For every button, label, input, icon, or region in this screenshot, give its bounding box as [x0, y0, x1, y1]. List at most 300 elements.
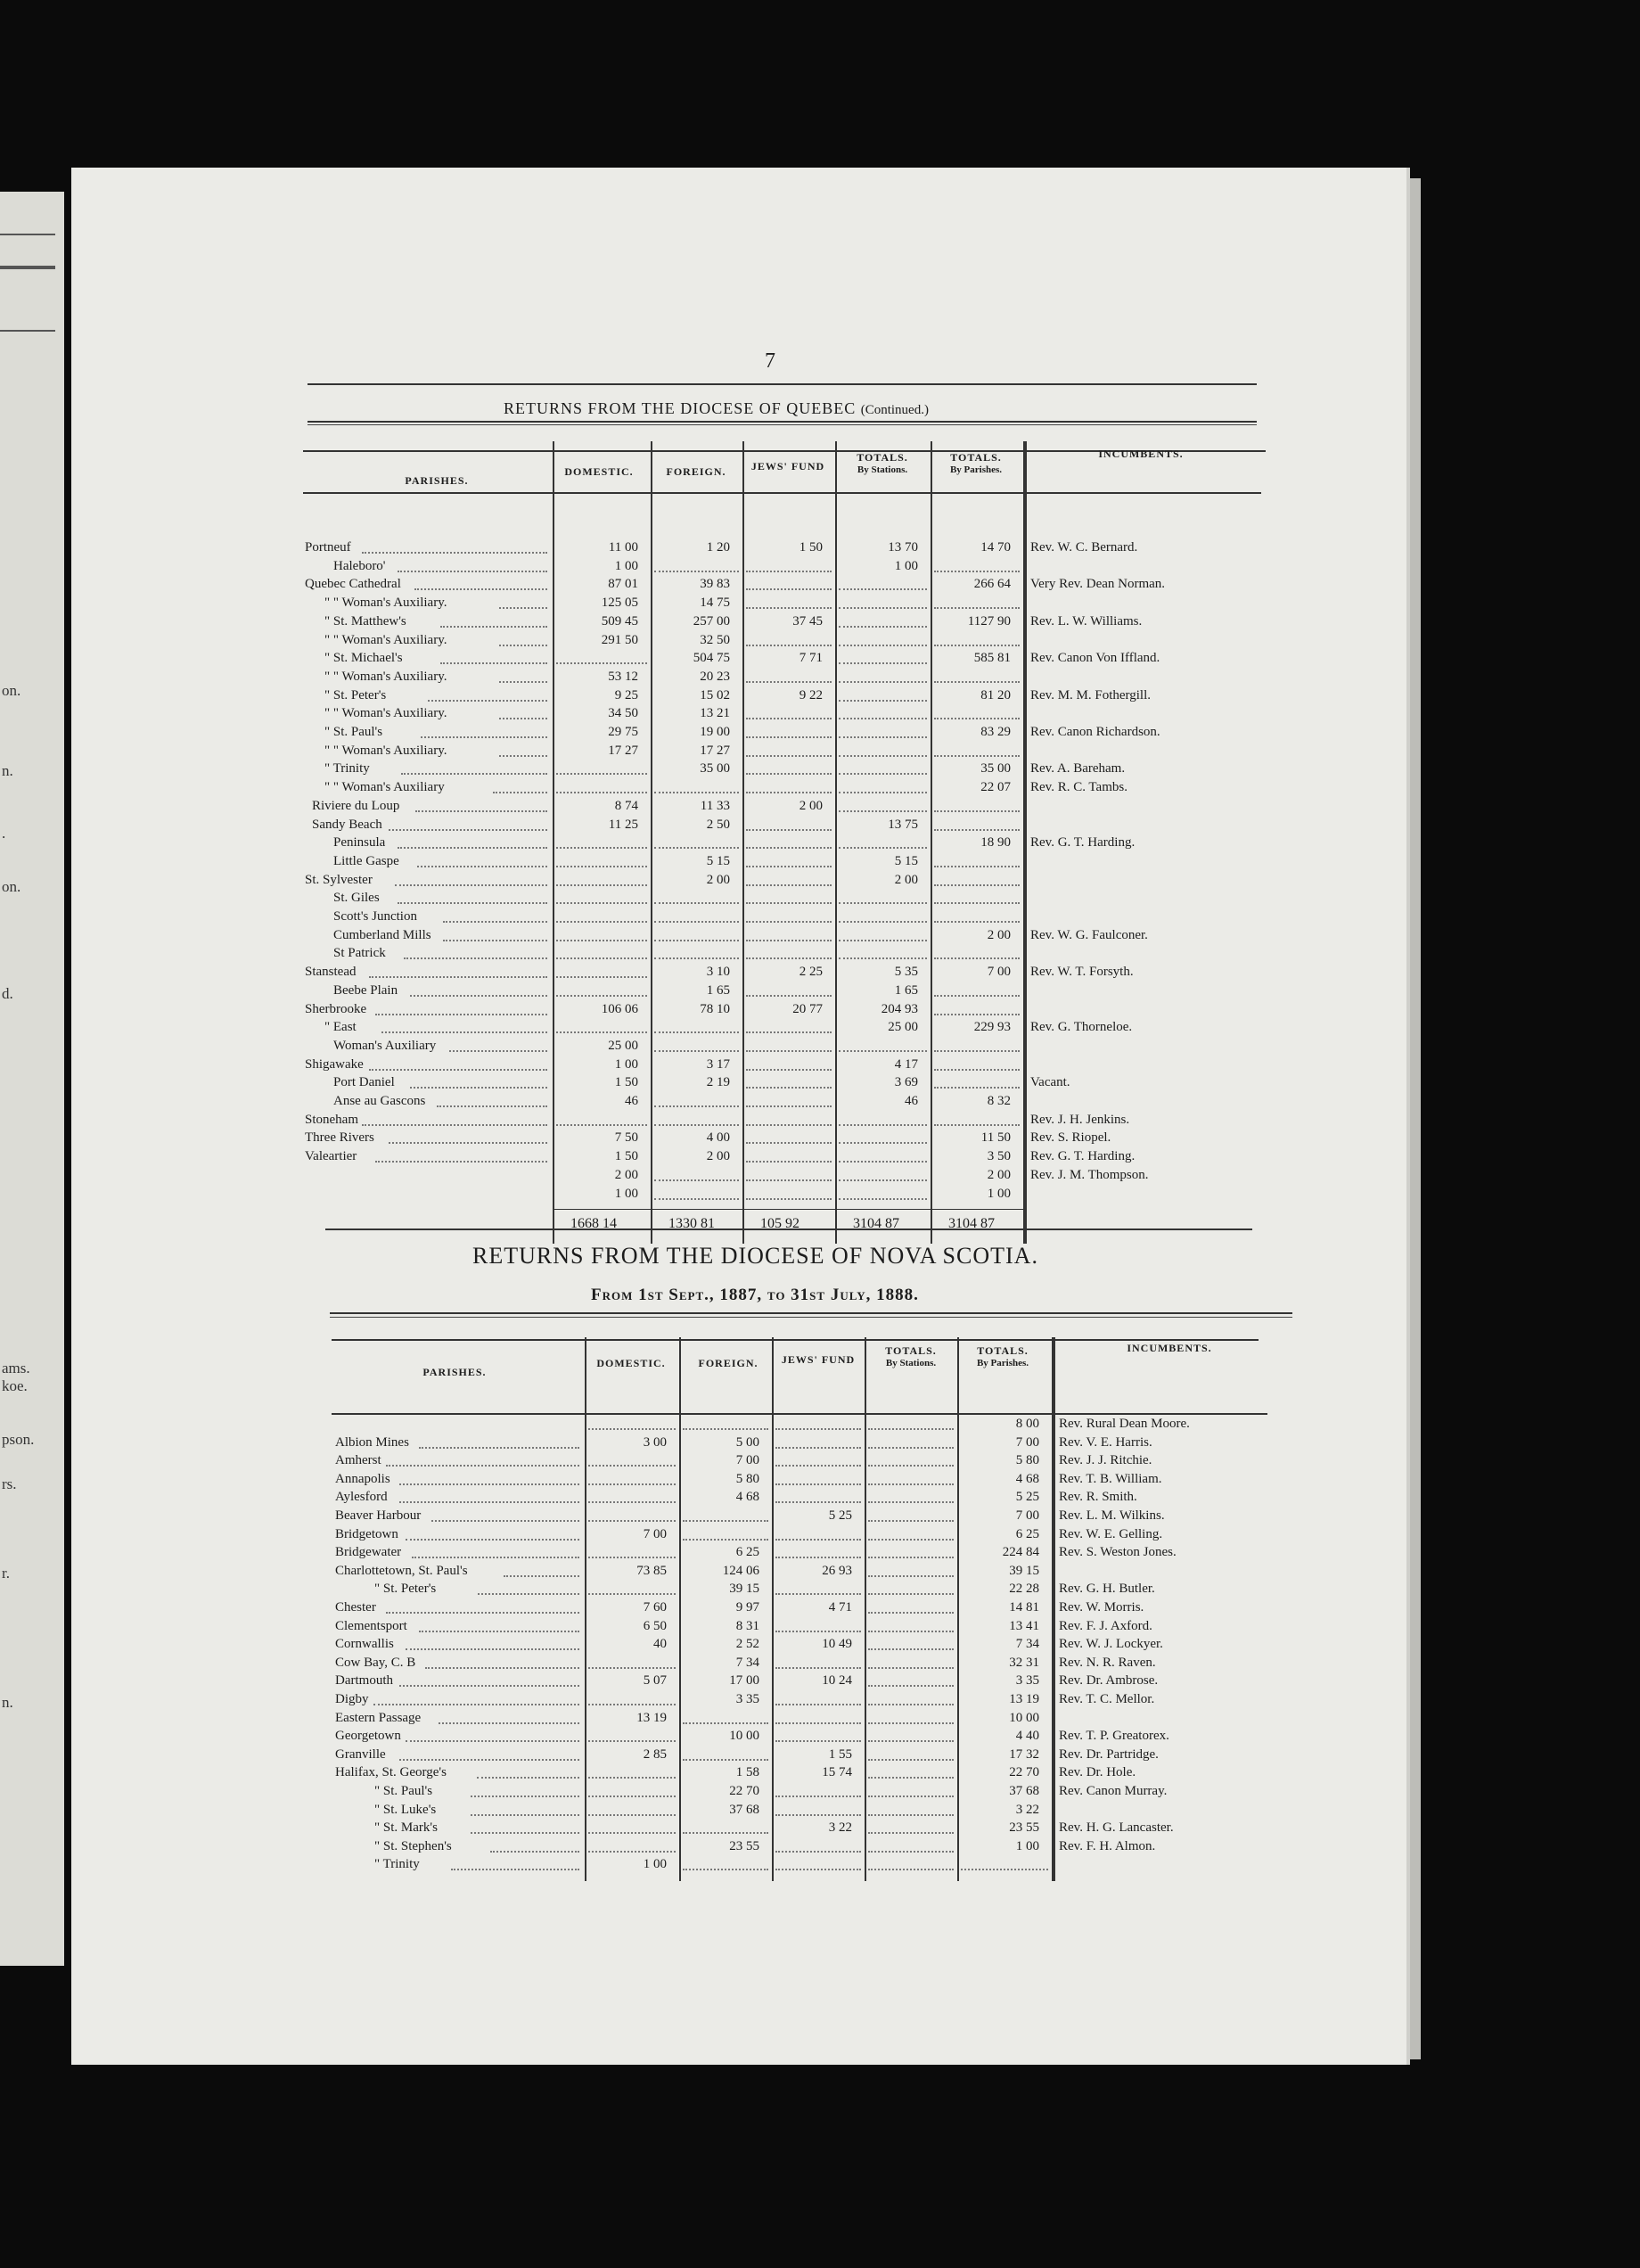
leader-dots — [868, 1722, 954, 1724]
leader-dots — [868, 1520, 954, 1522]
leader-dots — [934, 810, 1020, 812]
amount-t: 32 31 — [1009, 1655, 1039, 1670]
parish-name: Anse au Gascons — [333, 1094, 426, 1108]
amount-t: 83 29 — [980, 725, 1011, 739]
amount-f: 6 25 — [735, 1545, 759, 1560]
leader-dots — [868, 1740, 954, 1742]
leader-dots — [369, 1069, 547, 1071]
leader-dots — [868, 1447, 954, 1449]
leader-dots — [556, 976, 647, 978]
leader-dots — [839, 902, 927, 904]
amount-f: 2 19 — [706, 1075, 730, 1090]
leader-dots — [746, 1069, 832, 1071]
leader-dots — [868, 1832, 954, 1834]
leader-dots — [654, 1105, 739, 1107]
leader-dots — [868, 1631, 954, 1632]
parish-name: " St. Paul's — [324, 725, 383, 739]
leader-dots — [839, 1161, 927, 1163]
rule — [330, 1317, 1292, 1318]
parish-name: Amherst — [335, 1453, 381, 1468]
parish-name: " St. Peter's — [324, 687, 387, 703]
amount-d: 40 — [653, 1637, 667, 1652]
amount-t: 39 15 — [1009, 1563, 1039, 1578]
amount-s: 3 69 — [894, 1075, 918, 1090]
amount-f: 19 00 — [700, 725, 730, 739]
amount-d: 34 50 — [608, 706, 638, 721]
leader-dots — [556, 773, 647, 775]
incumbents-header-label: INCUMBENTS. — [1127, 1342, 1212, 1354]
parish-name: " " Woman's Auxiliary. — [324, 743, 447, 758]
amount-f: 35 00 — [700, 761, 730, 777]
leader-dots — [775, 1428, 861, 1430]
amount-d: 7 60 — [643, 1600, 667, 1615]
leader-dots — [683, 1428, 768, 1430]
leader-dots — [775, 1465, 861, 1467]
leader-dots — [746, 1179, 832, 1181]
leader-dots — [746, 1124, 832, 1126]
leader-dots — [395, 884, 547, 886]
parish-name: Digby — [335, 1692, 369, 1706]
leader-dots — [868, 1777, 954, 1779]
leader-dots — [934, 884, 1020, 886]
amount-t: 266 64 — [973, 577, 1011, 592]
parishes-header-label: PARISHES. — [405, 474, 469, 487]
jews-fund-header-label: JEWS' FUND — [781, 1353, 856, 1366]
leader-dots — [556, 662, 647, 664]
incumbent-name: Rev. H. G. Lancaster. — [1059, 1820, 1174, 1836]
leader-dots — [868, 1483, 954, 1485]
leader-dots — [399, 1501, 579, 1503]
leader-dots — [839, 755, 927, 757]
leader-dots — [775, 1796, 861, 1797]
amount-f: 17 27 — [700, 743, 730, 758]
amount-d: 29 75 — [608, 725, 638, 739]
leader-dots — [934, 957, 1020, 959]
foreign-header-label: FOREIGN. — [666, 465, 726, 478]
amount-f: 32 50 — [700, 632, 730, 647]
rule — [308, 421, 1257, 423]
leader-dots — [746, 1050, 832, 1052]
leader-dots — [775, 1869, 861, 1870]
amount-j: 5 25 — [828, 1508, 852, 1523]
amount-t: 13 19 — [1009, 1692, 1039, 1706]
parish-name: Cumberland Mills — [333, 927, 431, 942]
incumbent-name: Rev. W. Morris. — [1059, 1600, 1144, 1615]
amount-s: 25 00 — [888, 1020, 918, 1035]
parish-name: " " Woman's Auxiliary. — [324, 596, 447, 611]
parish-name: Georgetown — [335, 1729, 401, 1744]
leader-dots — [934, 607, 1020, 609]
leader-dots — [839, 1179, 927, 1181]
amount-s: 5 35 — [894, 965, 918, 980]
amount-f: 3 35 — [735, 1692, 759, 1706]
leader-dots — [746, 940, 832, 941]
page-number: 7 — [765, 349, 775, 373]
amount-s: 4 17 — [894, 1056, 918, 1072]
leader-dots — [588, 1796, 676, 1797]
parish-name: Beebe Plain — [333, 982, 398, 998]
leader-dots — [839, 810, 927, 812]
rule — [330, 1312, 1292, 1314]
leader-dots — [556, 1031, 647, 1033]
leader-dots — [839, 957, 927, 959]
amount-f: 39 15 — [729, 1582, 759, 1597]
leader-dots — [868, 1539, 954, 1541]
leader-dots — [746, 736, 832, 738]
column-divider — [553, 441, 554, 1244]
leader-dots — [839, 773, 927, 775]
leader-dots — [471, 1814, 579, 1816]
parish-name: " " Woman's Auxiliary. — [324, 706, 447, 721]
amount-f: 5 00 — [735, 1434, 759, 1450]
leader-dots — [443, 940, 547, 941]
parish-name: Annapolis — [335, 1471, 390, 1486]
leader-dots — [588, 1814, 676, 1816]
leader-dots — [556, 957, 647, 959]
leader-dots — [381, 1031, 547, 1033]
incumbent-name: Vacant. — [1030, 1075, 1070, 1090]
leader-dots — [746, 1105, 832, 1107]
leader-dots — [556, 792, 647, 793]
totals-stations-header-sublabel: By Stations. — [857, 464, 908, 475]
left-page-rule — [0, 234, 55, 235]
leader-dots — [868, 1704, 954, 1705]
leader-dots — [934, 645, 1020, 646]
rule — [308, 383, 1257, 385]
amount-t: 5 80 — [1015, 1453, 1039, 1468]
amount-d: 2 85 — [643, 1746, 667, 1762]
rule — [332, 1339, 1259, 1341]
amount-t: 3 50 — [987, 1149, 1011, 1164]
amount-d: 1 00 — [614, 1056, 638, 1072]
leader-dots — [683, 1869, 768, 1870]
parish-name: " St. Mark's — [374, 1820, 438, 1836]
incumbent-name: Rev. J. J. Ritchie. — [1059, 1453, 1152, 1468]
parish-name: Stoneham — [305, 1112, 358, 1127]
amount-s: 204 93 — [881, 1001, 918, 1016]
leader-dots — [775, 1593, 861, 1595]
amount-j: 37 45 — [792, 613, 823, 629]
domestic-header — [554, 465, 644, 479]
leader-dots — [934, 681, 1020, 683]
amount-j: 3 22 — [828, 1820, 852, 1836]
leader-dots — [934, 1069, 1020, 1071]
amount-t: 22 07 — [980, 780, 1011, 795]
leader-dots — [934, 902, 1020, 904]
leader-dots — [654, 940, 739, 941]
leader-dots — [373, 1704, 580, 1705]
amount-f: 22 70 — [729, 1784, 759, 1798]
leader-dots — [868, 1648, 954, 1650]
leader-dots — [746, 588, 832, 590]
amount-j: 26 93 — [822, 1563, 852, 1578]
leader-dots — [839, 645, 927, 646]
leader-dots — [588, 1593, 676, 1595]
amount-t: 7 00 — [1015, 1508, 1039, 1523]
amount-t: 14 81 — [1009, 1600, 1039, 1615]
amount-f: 17 00 — [729, 1673, 759, 1689]
leader-dots — [746, 829, 832, 831]
amount-f: 78 10 — [700, 1001, 730, 1016]
left-page-fragment: r. — [2, 1565, 10, 1582]
leader-dots — [389, 1142, 547, 1144]
leader-dots — [868, 1428, 954, 1430]
amount-f: 2 00 — [706, 1149, 730, 1164]
rule — [308, 424, 1257, 425]
amount-f: 1 20 — [706, 540, 730, 555]
totals-stations-header-label: TOTALS. — [885, 1344, 937, 1357]
rule — [325, 1228, 1252, 1230]
incumbent-name: Rev. G. H. Butler. — [1059, 1582, 1155, 1597]
totals-stations-header — [866, 1344, 955, 1368]
incumbent-name: Rev. J. M. Thompson. — [1030, 1167, 1149, 1182]
leader-dots — [406, 1539, 579, 1541]
incumbent-name: Rev. V. E. Harris. — [1059, 1434, 1152, 1450]
leader-dots — [375, 1014, 547, 1015]
parish-name: " St. Paul's — [374, 1784, 433, 1798]
leader-dots — [839, 847, 927, 849]
leader-dots — [410, 995, 547, 997]
incumbent-name: Rev. R. C. Tambs. — [1030, 780, 1128, 795]
amount-f: 2 00 — [706, 872, 730, 887]
incumbents-header-label: INCUMBENTS. — [1098, 448, 1184, 460]
leader-dots — [654, 902, 739, 904]
leader-dots — [746, 866, 832, 867]
leader-dots — [425, 1667, 579, 1669]
leader-dots — [369, 976, 547, 978]
leader-dots — [386, 1465, 579, 1467]
amount-j: 2 25 — [799, 965, 823, 980]
totals-stations-header-sublabel: By Stations. — [885, 1358, 937, 1368]
leader-dots — [406, 1648, 579, 1650]
incumbent-name: Rev. S. Weston Jones. — [1059, 1545, 1177, 1560]
leader-dots — [440, 662, 547, 664]
totals-parishes-header-sublabel: By Parishes. — [976, 1358, 1029, 1368]
amount-t: 3 35 — [1015, 1673, 1039, 1689]
amount-f: 39 83 — [700, 577, 730, 592]
amount-t: 1 00 — [987, 1186, 1011, 1201]
amount-t: 1127 90 — [967, 613, 1011, 629]
column-divider — [651, 441, 652, 1244]
leader-dots — [499, 607, 547, 609]
totals-parishes-header-label: TOTALS. — [977, 1344, 1029, 1357]
incumbents-header — [1062, 1342, 1276, 1355]
totals-parishes-header-sublabel: By Parishes. — [949, 464, 1003, 475]
incumbent-name: Rev. L. W. Williams. — [1030, 613, 1143, 629]
amount-d: 2 00 — [614, 1167, 638, 1182]
quebec-title: RETURNS FROM THE DIOCESE OF QUEBEC (Continued.) — [504, 399, 929, 417]
amount-f: 9 97 — [735, 1600, 759, 1615]
parish-name: " Trinity — [374, 1857, 420, 1872]
leader-dots — [440, 626, 547, 628]
leader-dots — [775, 1740, 861, 1742]
incumbent-name: Rev. G. T. Harding. — [1030, 835, 1136, 850]
amount-f: 3 10 — [706, 965, 730, 980]
leader-dots — [499, 718, 547, 719]
leader-dots — [868, 1612, 954, 1614]
amount-t: 14 70 — [980, 540, 1011, 555]
incumbent-name: Rev. W. J. Lockyer. — [1059, 1637, 1163, 1652]
leader-dots — [839, 1198, 927, 1200]
amount-f: 3 17 — [706, 1056, 730, 1072]
amount-t: 7 34 — [1015, 1637, 1039, 1652]
leader-dots — [654, 1031, 739, 1033]
amount-t: 6 25 — [1015, 1526, 1039, 1541]
amount-j: 1 55 — [828, 1746, 852, 1762]
amount-t: 10 00 — [1009, 1710, 1039, 1725]
amount-d: 7 50 — [614, 1130, 638, 1146]
parish-name: Dartmouth — [335, 1673, 393, 1689]
column-divider — [865, 1337, 866, 1881]
totals-parishes-header — [931, 451, 1021, 475]
leader-dots — [868, 1869, 954, 1870]
parish-name: " " Woman's Auxiliary. — [324, 669, 447, 684]
leader-dots — [556, 921, 647, 923]
amount-t: 585 81 — [973, 651, 1011, 666]
parish-name: Portneuf — [305, 540, 351, 555]
amount-t: 81 20 — [980, 687, 1011, 703]
leader-dots — [839, 588, 927, 590]
incumbent-name: Rev. Canon Von Iffland. — [1030, 651, 1160, 666]
amount-d: 11 25 — [608, 817, 638, 832]
column-divider — [931, 441, 932, 1244]
amount-f: 10 00 — [729, 1729, 759, 1744]
incumbent-name: Rev. Canon Murray. — [1059, 1784, 1168, 1798]
amount-t: 229 93 — [973, 1020, 1011, 1035]
leader-dots — [654, 792, 739, 793]
parish-name: Bridgetown — [335, 1526, 398, 1541]
parish-name: Port Daniel — [333, 1075, 395, 1090]
leader-dots — [404, 957, 547, 959]
leader-dots — [556, 1124, 647, 1126]
amount-t: 8 32 — [987, 1094, 1011, 1108]
leader-dots — [839, 718, 927, 719]
amount-j: 10 49 — [822, 1637, 852, 1652]
parish-name: Sherbrooke — [305, 1001, 367, 1016]
leader-dots — [746, 1031, 832, 1033]
incumbent-name: Rev. L. M. Wilkins. — [1059, 1508, 1165, 1523]
leader-dots — [386, 1612, 579, 1614]
leader-dots — [868, 1759, 954, 1761]
leader-dots — [683, 1722, 768, 1724]
parish-name: " St. Michael's — [324, 651, 403, 666]
column-divider — [1054, 1337, 1055, 1881]
incumbent-name: Rev. J. H. Jenkins. — [1030, 1112, 1130, 1127]
leader-dots — [746, 773, 832, 775]
parish-name: " St. Matthew's — [324, 613, 406, 629]
leader-dots — [839, 1142, 927, 1144]
leader-dots — [683, 1539, 768, 1541]
incumbent-name: Rev. R. Smith. — [1059, 1490, 1137, 1505]
amount-j: 20 77 — [792, 1001, 823, 1016]
leader-dots — [839, 736, 927, 738]
leader-dots — [419, 1631, 579, 1632]
parish-name: Valeartier — [305, 1149, 357, 1164]
leader-dots — [654, 571, 739, 572]
leader-dots — [588, 1777, 676, 1779]
left-page-fragment: on. — [2, 682, 21, 699]
leader-dots — [934, 829, 1020, 831]
leader-dots — [499, 681, 547, 683]
leader-dots — [556, 847, 647, 849]
amount-d: 6 50 — [643, 1618, 667, 1633]
foreign-header-label: FOREIGN. — [698, 1357, 758, 1369]
amount-f: 1 58 — [735, 1765, 759, 1780]
leader-dots — [556, 995, 647, 997]
amount-f: 5 80 — [735, 1471, 759, 1486]
amount-f: 37 68 — [729, 1802, 759, 1817]
leader-dots — [839, 681, 927, 683]
parishes-header — [321, 474, 553, 488]
amount-t: 23 55 — [1009, 1820, 1039, 1836]
leader-dots — [775, 1722, 861, 1724]
leader-dots — [839, 1124, 927, 1126]
left-page-fragment: on. — [2, 878, 21, 895]
parish-name: Bridgewater — [335, 1545, 402, 1560]
amount-t: 13 41 — [1009, 1618, 1039, 1633]
incumbent-name: Rev. Dr. Hole. — [1059, 1765, 1136, 1780]
amount-t: 5 25 — [1015, 1490, 1039, 1505]
leader-dots — [746, 792, 832, 793]
leader-dots — [934, 571, 1020, 572]
leader-dots — [490, 1851, 579, 1853]
amount-d: 17 27 — [608, 743, 638, 758]
jews-fund-header — [774, 1353, 863, 1367]
amount-s: 1 00 — [894, 558, 918, 573]
total-f: 1330 81 — [668, 1216, 715, 1231]
leader-dots — [839, 700, 927, 702]
parish-name: Chester — [335, 1600, 376, 1615]
parish-name: Little Gaspe — [333, 853, 399, 868]
amount-d: 1 50 — [614, 1075, 638, 1090]
leader-dots — [746, 645, 832, 646]
leader-dots — [401, 773, 547, 775]
incumbent-name: Rev. G. Thorneloe. — [1030, 1020, 1133, 1035]
amount-d: 1 00 — [643, 1857, 667, 1872]
incumbent-name: Rev. W. C. Bernard. — [1030, 540, 1138, 555]
amount-d: 1 50 — [614, 1149, 638, 1164]
amount-f: 8 31 — [735, 1618, 759, 1633]
parish-name: " East — [324, 1020, 357, 1035]
amount-d: 9 25 — [614, 687, 638, 703]
page-edge — [1410, 178, 1421, 2059]
leader-dots — [934, 755, 1020, 757]
amount-t: 35 00 — [980, 761, 1011, 777]
leader-dots — [746, 1142, 832, 1144]
leader-dots — [588, 1667, 676, 1669]
leader-dots — [746, 1198, 832, 1200]
amount-t: 4 40 — [1015, 1729, 1039, 1744]
column-divider — [835, 441, 837, 1244]
amount-d: 509 45 — [601, 613, 638, 629]
leader-dots — [499, 645, 547, 646]
incumbent-name: Rev. Dr. Ambrose. — [1059, 1673, 1159, 1689]
amount-t: 2 00 — [987, 1167, 1011, 1182]
amount-f: 5 15 — [706, 853, 730, 868]
incumbent-name: Rev. T. C. Mellor. — [1059, 1692, 1155, 1706]
leader-dots — [775, 1557, 861, 1558]
parish-name: " St. Luke's — [374, 1802, 437, 1817]
leader-dots — [746, 995, 832, 997]
leader-dots — [437, 1105, 548, 1107]
parish-name: Woman's Auxiliary — [333, 1038, 437, 1053]
incumbent-name: Rev. N. R. Raven. — [1059, 1655, 1156, 1670]
leader-dots — [493, 792, 548, 793]
leader-dots — [410, 1087, 547, 1089]
parish-name: Shigawake — [305, 1056, 364, 1072]
leader-dots — [746, 1087, 832, 1089]
amount-f: 14 75 — [700, 596, 730, 611]
